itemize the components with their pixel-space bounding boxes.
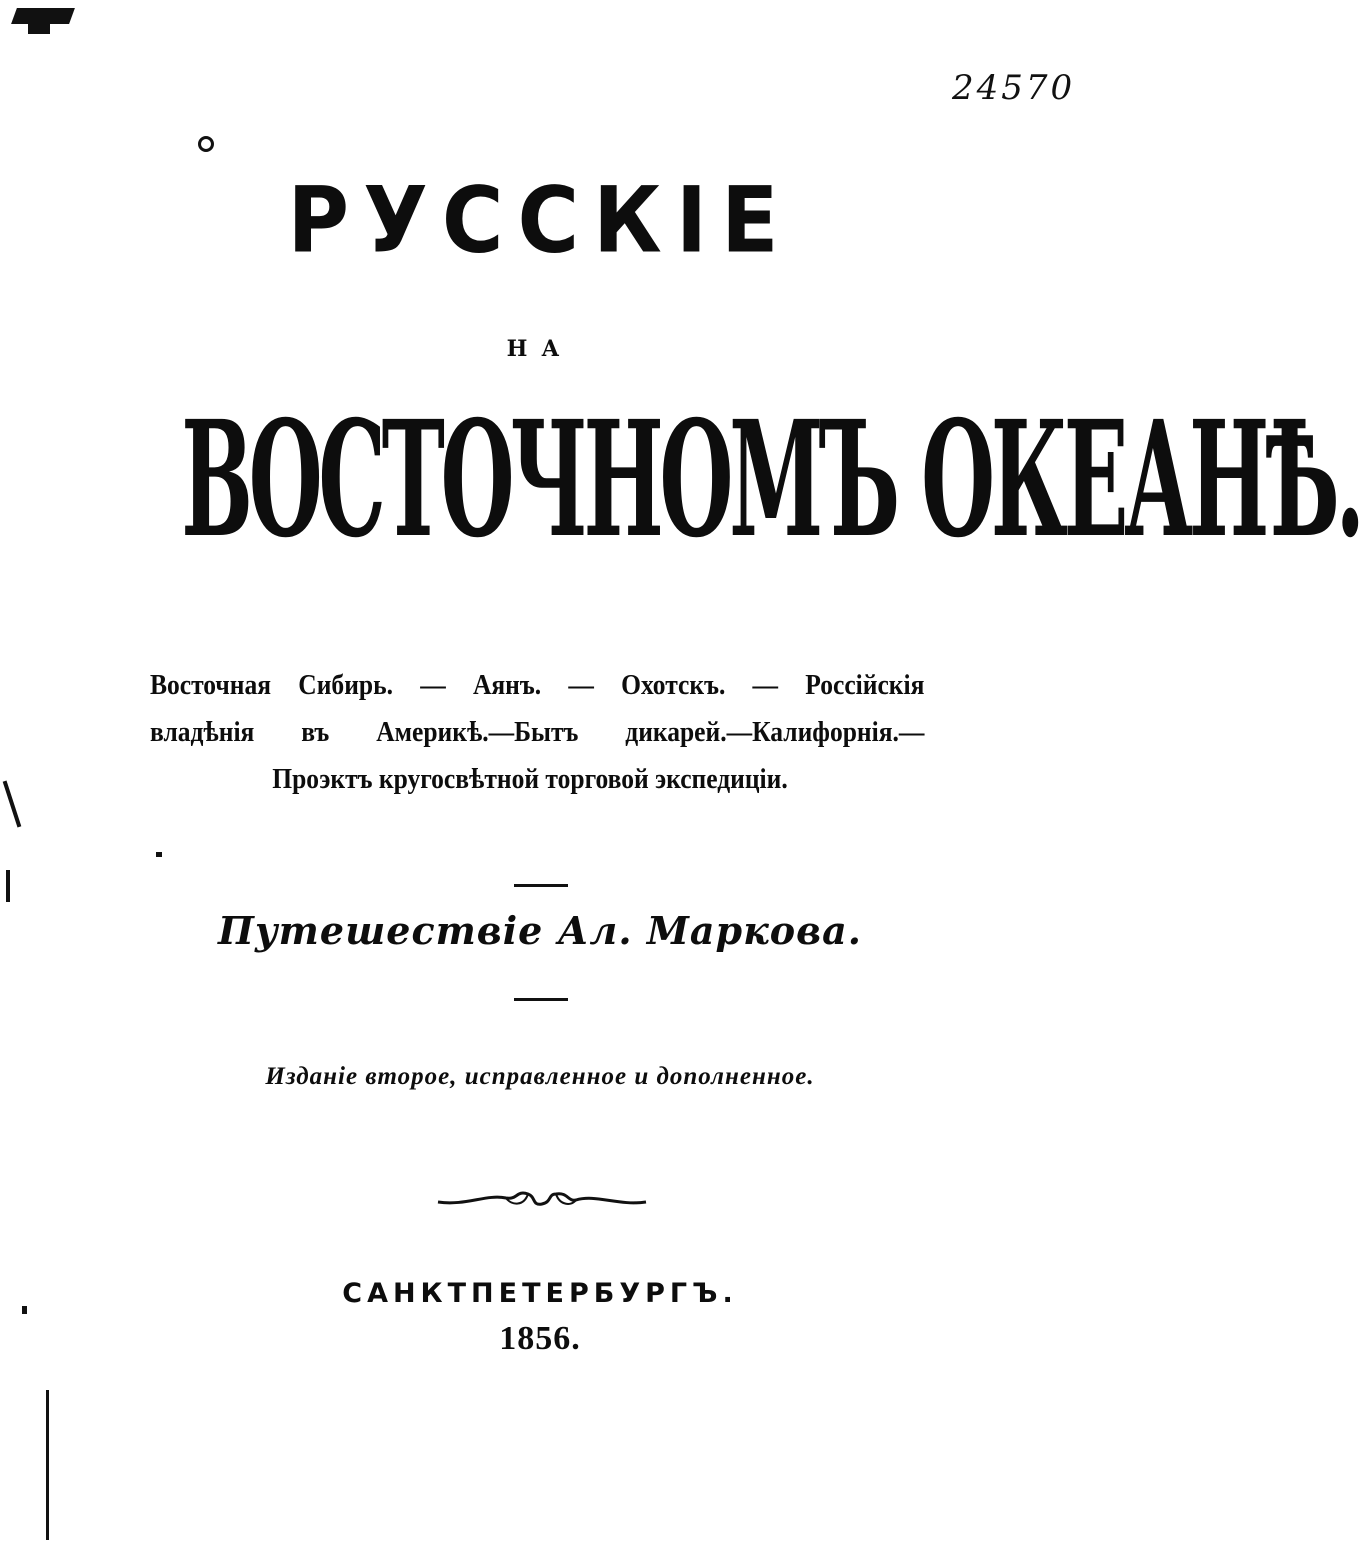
accession-number: 24570 [952, 68, 1076, 108]
scan-mark-dot [156, 852, 162, 857]
rule-above-author [514, 884, 568, 887]
ornament-divider [436, 1180, 648, 1220]
title-line-1: РУССКІЕ [287, 167, 793, 273]
author-line: Путешествіе Ал. Маркова. [218, 908, 862, 953]
imprint-city: САНКТПЕТЕРБУРГЪ. [342, 1278, 738, 1309]
imprint-year: 1856. [499, 1320, 581, 1357]
contents-line-3: Проэктъ кругосвѣтной торговой экспедиціи. [272, 763, 788, 795]
contents-line-1: Восточная Сибирь. — Аянъ. — Охотскъ. — Россійскія [150, 669, 925, 701]
scan-mark-left-edge-2 [6, 870, 10, 902]
edition-note: Изданіе второе, исправленное и дополненное. [265, 1063, 815, 1090]
rule-below-author [514, 998, 568, 1001]
scan-mark-left-edge-3 [46, 1390, 49, 1540]
scan-mark-ring [198, 136, 214, 152]
scan-mark-left-edge [3, 781, 22, 828]
title-line-3: ВОСТОЧНОМЪ ОКЕАНѢ. [181, 385, 1361, 573]
contents-summary [150, 662, 930, 803]
scan-mark-top-left-2 [28, 22, 50, 34]
title-line-2: НА [506, 336, 574, 362]
scan-mark-dot-2 [22, 1306, 27, 1314]
contents-line-2: владѣнія въ Америкѣ.—Бытъ дикарей.—Калифорнія.— [150, 716, 925, 748]
